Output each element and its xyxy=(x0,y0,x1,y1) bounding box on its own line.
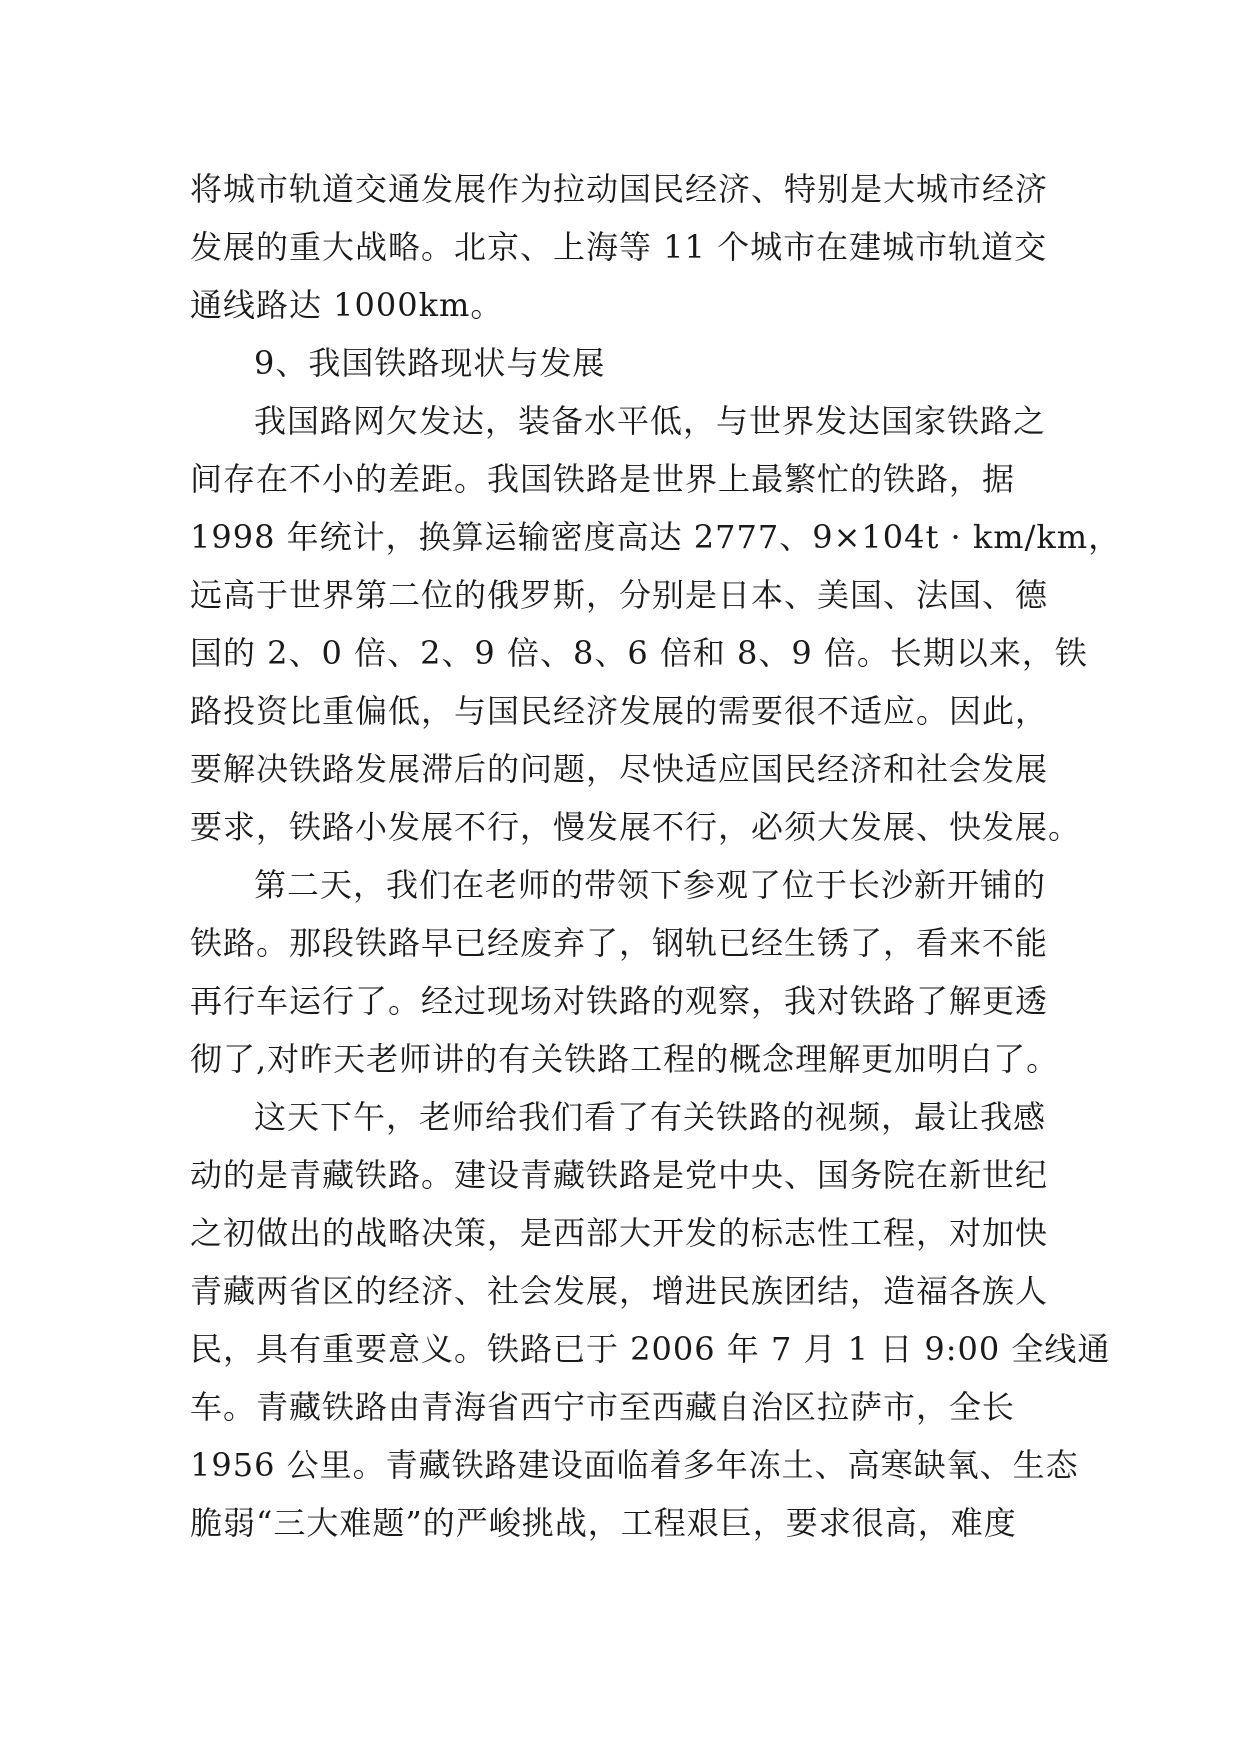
paragraph-start-line: 第二天，我们在老师的带领下参观了位于长沙新开铺的 xyxy=(254,866,1047,904)
paragraph-start-line: 9、我国铁路现状与发展 xyxy=(254,344,606,382)
text-line: 要解决铁路发展滞后的问题，尽快适应国民经济和社会发展 xyxy=(190,750,1049,788)
paragraph-start-line: 我国路网欠发达，装备水平低，与世界发达国家铁路之 xyxy=(254,402,1047,440)
text-line: 车。青藏铁路由青海省西宁市至西藏自治区拉萨市，全长 xyxy=(190,1388,1016,1426)
text-line: 1998 年统计，换算运输密度高达 2777、9×104t · km/km， xyxy=(190,518,1122,556)
text-line: 1956 公里。青藏铁路建设面临着多年冻土、高寒缺氧、生态 xyxy=(190,1446,1079,1484)
text-line: 国的 2、0 倍、2、9 倍、8、6 倍和 8、9 倍。长期以来，铁 xyxy=(190,634,1088,672)
text-line: 脆弱“三大难题”的严峻挑战，工程艰巨，要求很高，难度 xyxy=(190,1504,1017,1542)
text-line: 间存在不小的差距。我国铁路是世界上最繁忙的铁路，据 xyxy=(190,460,1016,498)
text-line: 要求，铁路小发展不行，慢发展不行，必须大发展、快发展。 xyxy=(190,808,1082,846)
paragraph-start-line: 这天下午，老师给我们看了有关铁路的视频，最让我感 xyxy=(254,1098,1047,1136)
text-line: 将城市轨道交通发展作为拉动国民经济、特别是大城市经济 xyxy=(190,170,1049,208)
text-line: 彻了,对昨天老师讲的有关铁路工程的概念理解更加明白了。 xyxy=(190,1040,1060,1078)
text-line: 发展的重大战略。北京、上海等 11 个城市在建城市轨道交 xyxy=(190,228,1048,266)
text-line: 动的是青藏铁路。建设青藏铁路是党中央、国务院在新世纪 xyxy=(190,1156,1049,1194)
text-line: 民，具有重要意义。铁路已于 2006 年 7 月 1 日 9:00 全线通 xyxy=(190,1330,1111,1368)
text-line: 之初做出的战略决策，是西部大开发的标志性工程，对加快 xyxy=(190,1214,1049,1252)
text-line: 远高于世界第二位的俄罗斯，分别是日本、美国、法国、德 xyxy=(190,576,1049,614)
text-line: 路投资比重偏低，与国民经济发展的需要很不适应。因此， xyxy=(190,692,1049,730)
text-line: 青藏两省区的经济、社会发展，增进民族团结，造福各族人 xyxy=(190,1272,1049,1310)
text-line: 铁路。那段铁路早已经废弃了，钢轨已经生锈了，看来不能 xyxy=(190,924,1049,962)
text-line: 通线路达 1000km。 xyxy=(190,286,504,324)
body-text xyxy=(190,160,1122,1552)
text-line: 再行车运行了。经过现场对铁路的观察，我对铁路了解更透 xyxy=(190,982,1049,1020)
